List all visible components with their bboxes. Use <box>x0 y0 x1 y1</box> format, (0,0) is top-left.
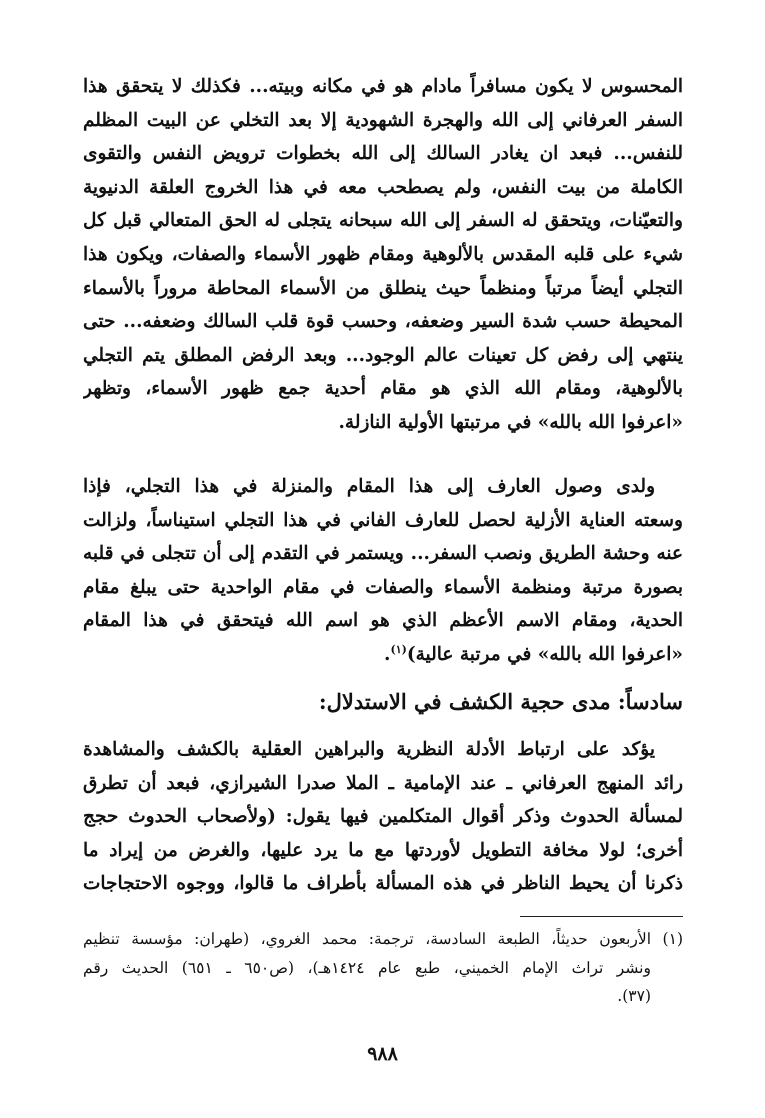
footnote-line: (٣٧). <box>617 987 651 1005</box>
section-heading: سادساً: مدى حجية الكشف في الاستدلال: <box>318 689 683 714</box>
text-line: يؤكد على ارتباط الأدلة النظرية والبراهين العقلية بالكشف والمشاهدة <box>83 739 655 760</box>
page-number: ٩٨٨ <box>367 1043 398 1065</box>
text-line: وسعته العناية الأزلية لحصل للعارف الفاني في هذا التجلي استيناساً، ولزالت <box>83 509 683 531</box>
text-line: الحدية، ومقام الاسم الأعظم الذي هو اسم الله فيتحقق في هذا المقام <box>83 610 683 632</box>
text-line: المحيطة حسب شدة السير وضعفه، وحسب قوة قلب السالك وضعفه... حتى <box>83 311 683 333</box>
footnote-marker: (١) <box>390 642 407 656</box>
text-line-with-footnote <box>83 638 683 672</box>
text-line: ولدى وصول العارف إلى هذا المقام والمنزلة في هذا التجلي، فإذا <box>83 476 655 497</box>
text-line: «اعرفوا الله بالله» في مرتبة عالية) <box>406 643 683 665</box>
text-line: المحسوس لا يكون مسافراً مادام هو في مكانه وبيته... فكذلك لا يتحقق هذا <box>83 76 683 97</box>
text-line: أخرى؛ لولا مخافة التطويل لأوردتها مع ما يرد عليها، والغرض من إيراد ما <box>83 839 683 861</box>
text-line: ذكرنا أن يحيط الناظر في هذه المسألة بأطراف ما قالوا، ووجوه الاحتجاجات <box>83 873 683 895</box>
text-line: والتعيّنات، ويتحقق له السفر إلى الله سبحانه يتجلى له الحق المتعالي قبل كل <box>83 210 683 232</box>
paragraph-3 <box>83 733 683 901</box>
text-line: شيء على قلبه المقدس بالألوهية ومقام ظهور الأسماء والصفات، ويكون هذا <box>83 243 683 265</box>
footnote-line: (١) الأربعون حديثاً، الطبعة السادسة، ترجمة: محمد الغروي، (طهران: مؤسسة تنظيم <box>83 930 683 948</box>
text-line: عنه وحشة الطريق ونصب السفر... ويستمر في التقدم إلى أن تتجلى في قلبه <box>83 543 683 565</box>
footnote-divider <box>520 916 683 917</box>
text-line: لمسألة الحدوث وذكر أقوال المتكلمين فيها يقول: (ولأصحاب الحدوث حجج <box>83 806 683 828</box>
paragraph-2 <box>83 470 683 672</box>
footnote-line: ونشر تراث الإمام الخميني، طبع عام ١٤٢٤هـ)، (ص٦٥٠ ـ ٦٥١) الحديث رقم <box>83 958 651 977</box>
text-line: التجلي أيضاً مرتباً ومنظماً حيث ينطلق من الأسماء المحاطة مروراً بالأسماء <box>83 277 683 299</box>
text-line: بالألوهية، ومقام الله الذي هو مقام أحدية جمع ظهور الأسماء، وتظهر <box>83 378 683 400</box>
paragraph-1 <box>83 70 683 440</box>
text-line: ينتهي إلى رفض كل تعينات عالم الوجود... وبعد الرفض المطلق يتم التجلي <box>83 344 683 366</box>
sentence-end: . <box>384 643 391 665</box>
text-line: السفر العرفاني إلى الله والهجرة الشهودية إلا بعد التخلي عن البيت المظلم <box>83 109 683 131</box>
text-line: رائد المنهج العرفاني ـ عند الإمامية ـ الملا صدرا الشيرازي، فبعد أن تطرق <box>83 772 683 794</box>
text-line: الكاملة من بيت النفس، ولم يصطحب معه في هذا الخروج العلقة الدنيوية <box>83 176 683 198</box>
text-line: للنفس... فبعد ان يغادر السالك إلى الله بخطوات ترويض النفس والتقوى <box>83 143 683 165</box>
text-line: «اعرفوا الله بالله» في مرتبتها الأولية النازلة. <box>338 411 683 433</box>
text-line: بصورة مرتبة ومنظمة الأسماء والصفات في مقام الواحدية حتى يبلغ مقام <box>83 576 683 598</box>
footnote <box>83 925 683 1011</box>
